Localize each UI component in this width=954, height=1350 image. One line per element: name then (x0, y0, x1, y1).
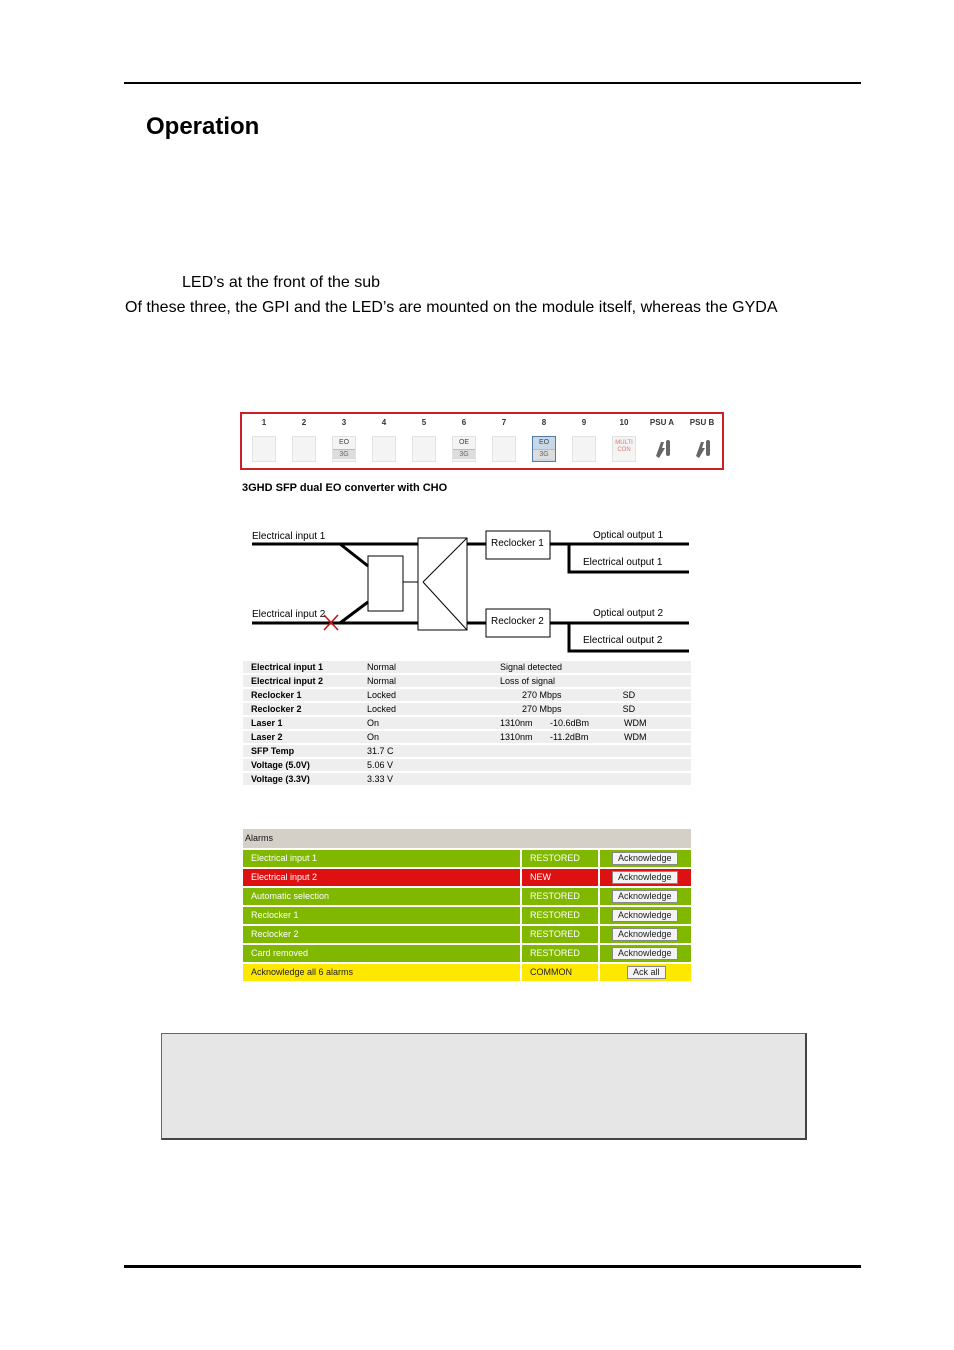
status-value: Normal (359, 675, 492, 687)
label-electrical-input-2: Electrical input 2 (252, 609, 326, 620)
section-heading: Operation (146, 113, 260, 140)
alarm-row (243, 888, 691, 905)
card-type-line2: CON (617, 447, 631, 453)
slot-5[interactable] (404, 414, 444, 468)
card-format: 3G (453, 449, 475, 459)
alarm-name: Automatic selection (243, 888, 520, 905)
alarm-row (243, 926, 691, 943)
status-power (542, 731, 691, 743)
alarm-state: RESTORED (522, 850, 598, 867)
alarm-state: RESTORED (522, 907, 598, 924)
status-power-value: -11.2dBm (550, 732, 589, 742)
slot-number: 1 (261, 418, 267, 427)
card-oe-3g (452, 436, 476, 462)
card-type: OE (458, 439, 470, 446)
slot-7[interactable] (484, 414, 524, 468)
label-electrical-output-2: Electrical output 2 (583, 635, 663, 646)
status-rate: 270 Mbps (492, 689, 615, 701)
slot-empty (292, 436, 316, 462)
status-label: Reclocker 1 (243, 689, 359, 701)
slot-2[interactable] (284, 414, 324, 468)
card-multicon (612, 436, 636, 462)
status-mode: WDM (624, 732, 647, 742)
alarm-name: Electrical input 1 (243, 850, 520, 867)
status-label: Reclocker 2 (243, 703, 359, 715)
status-label: Electrical input 2 (243, 675, 359, 687)
slot-number: 4 (381, 418, 387, 427)
signal-flow-diagram (240, 520, 700, 660)
status-row (243, 759, 691, 771)
card-eo-3g-selected (532, 436, 556, 462)
alarm-action-cell (600, 907, 691, 924)
acknowledge-button[interactable]: Acknowledge (612, 928, 678, 941)
card-type: EO (538, 439, 550, 446)
alarm-action-cell (600, 945, 691, 962)
status-row (243, 703, 691, 715)
slot-4[interactable] (364, 414, 404, 468)
alarm-action-cell (600, 850, 691, 867)
status-label: SFP Temp (243, 745, 359, 757)
body-line-led: LED’s at the front of the sub (182, 274, 381, 291)
alarm-action-cell (600, 888, 691, 905)
slot-10[interactable] (604, 414, 644, 468)
note-box (161, 1033, 807, 1140)
label-reclocker-1: Reclocker 1 (491, 538, 544, 549)
slot-number: 6 (461, 418, 467, 427)
acknowledge-button[interactable]: Acknowledge (612, 890, 678, 903)
status-format: SD (615, 703, 691, 715)
acknowledge-button[interactable]: Acknowledge (612, 947, 678, 960)
alarm-action-cell (600, 926, 691, 943)
slot-number: 2 (301, 418, 307, 427)
status-value: 31.7 C (359, 745, 691, 757)
alarm-row (243, 850, 691, 867)
card-type (613, 440, 635, 454)
label-optical-output-1: Optical output 1 (593, 530, 664, 541)
alarm-summary-row (243, 964, 691, 981)
alarm-summary-state: COMMON (522, 964, 598, 981)
alarms-title: Alarms (243, 829, 691, 848)
status-label: Laser 2 (243, 731, 359, 743)
alarm-row (243, 907, 691, 924)
alarm-row (243, 945, 691, 962)
alarm-action-cell (600, 869, 691, 886)
alarm-state: NEW (522, 869, 598, 886)
status-row (243, 675, 691, 687)
card-type: EO (338, 439, 350, 446)
status-rate: 270 Mbps (492, 703, 615, 715)
card-format: 3G (333, 449, 355, 459)
status-label: Voltage (3.3V) (243, 773, 359, 785)
status-wavelength: 1310nm (492, 717, 542, 729)
label-optical-output-2: Optical output 2 (593, 608, 664, 619)
status-power-value: -10.6dBm (550, 718, 590, 728)
alarm-action-cell (600, 964, 691, 981)
label-electrical-output-1: Electrical output 1 (583, 557, 663, 568)
alarm-state: RESTORED (522, 888, 598, 905)
status-label: Voltage (5.0V) (243, 759, 359, 771)
slot-empty (252, 436, 276, 462)
status-value: Locked (359, 689, 492, 701)
slot-3[interactable] (324, 414, 364, 468)
slot-number: 3 (341, 418, 347, 427)
alarm-name: Reclocker 1 (243, 907, 520, 924)
slot-empty (412, 436, 436, 462)
status-wavelength: 1310nm (492, 731, 542, 743)
bottom-rule (124, 1265, 861, 1268)
power-plug-icon (652, 436, 674, 460)
top-rule (124, 82, 861, 84)
status-value: Normal (359, 661, 492, 673)
alarm-name: Card removed (243, 945, 520, 962)
acknowledge-button[interactable]: Acknowledge (612, 852, 678, 865)
label-electrical-input-1: Electrical input 1 (252, 531, 326, 542)
status-power (542, 717, 691, 729)
status-value: Locked (359, 703, 492, 715)
status-value: On (359, 731, 492, 743)
slot-empty (492, 436, 516, 462)
status-value: On (359, 717, 492, 729)
acknowledge-button[interactable]: Acknowledge (612, 871, 678, 884)
status-detail: Loss of signal (492, 675, 691, 687)
slot-number: PSU A (649, 418, 675, 427)
alarm-summary-name: Acknowledge all 6 alarms (243, 964, 520, 981)
status-row (243, 689, 691, 701)
alarm-state: RESTORED (522, 945, 598, 962)
slot-psu-a[interactable] (642, 414, 682, 468)
card-eo-3g (332, 436, 356, 462)
status-table (243, 659, 691, 787)
status-value: 3.33 V (359, 773, 691, 785)
alarm-row (243, 869, 691, 886)
alarm-state: RESTORED (522, 926, 598, 943)
power-plug-icon (692, 436, 714, 460)
slot-empty (372, 436, 396, 462)
alarms-panel (243, 829, 691, 981)
status-mode: WDM (624, 718, 647, 728)
status-label: Laser 1 (243, 717, 359, 729)
status-row (243, 661, 691, 673)
status-row (243, 773, 691, 785)
slot-number: 7 (501, 418, 507, 427)
status-value: 5.06 V (359, 759, 691, 771)
card-format: 3G (533, 449, 555, 459)
ack-all-button[interactable]: Ack all (627, 966, 666, 979)
slot-8[interactable] (524, 414, 564, 468)
card-caption: 3GHD SFP dual EO converter with CHO (242, 482, 448, 494)
slot-number: 9 (581, 418, 587, 427)
alarm-name: Electrical input 2 (243, 869, 520, 886)
status-row (243, 717, 691, 729)
acknowledge-button[interactable]: Acknowledge (612, 909, 678, 922)
slot-6[interactable] (444, 414, 484, 468)
slot-1[interactable] (244, 414, 284, 468)
status-format: SD (615, 689, 691, 701)
slot-panel (240, 412, 724, 470)
status-label: Electrical input 1 (243, 661, 359, 673)
slot-9[interactable] (564, 414, 604, 468)
slot-empty (572, 436, 596, 462)
card-type-line1: MULTI (615, 440, 633, 446)
slot-number: 10 (619, 418, 629, 427)
label-reclocker-2: Reclocker 2 (491, 616, 544, 627)
slot-number: 5 (421, 418, 427, 427)
body-line-three: Of these three, the GPI and the LED’s are mounted on the module itself, whereas the GYDA (125, 299, 778, 316)
slot-number: PSU B (689, 418, 715, 427)
status-row (243, 745, 691, 757)
alarm-name: Reclocker 2 (243, 926, 520, 943)
slot-number: 8 (541, 418, 547, 427)
status-detail: Signal detected (492, 661, 691, 673)
slot-psu-b[interactable] (682, 414, 722, 468)
status-row (243, 731, 691, 743)
